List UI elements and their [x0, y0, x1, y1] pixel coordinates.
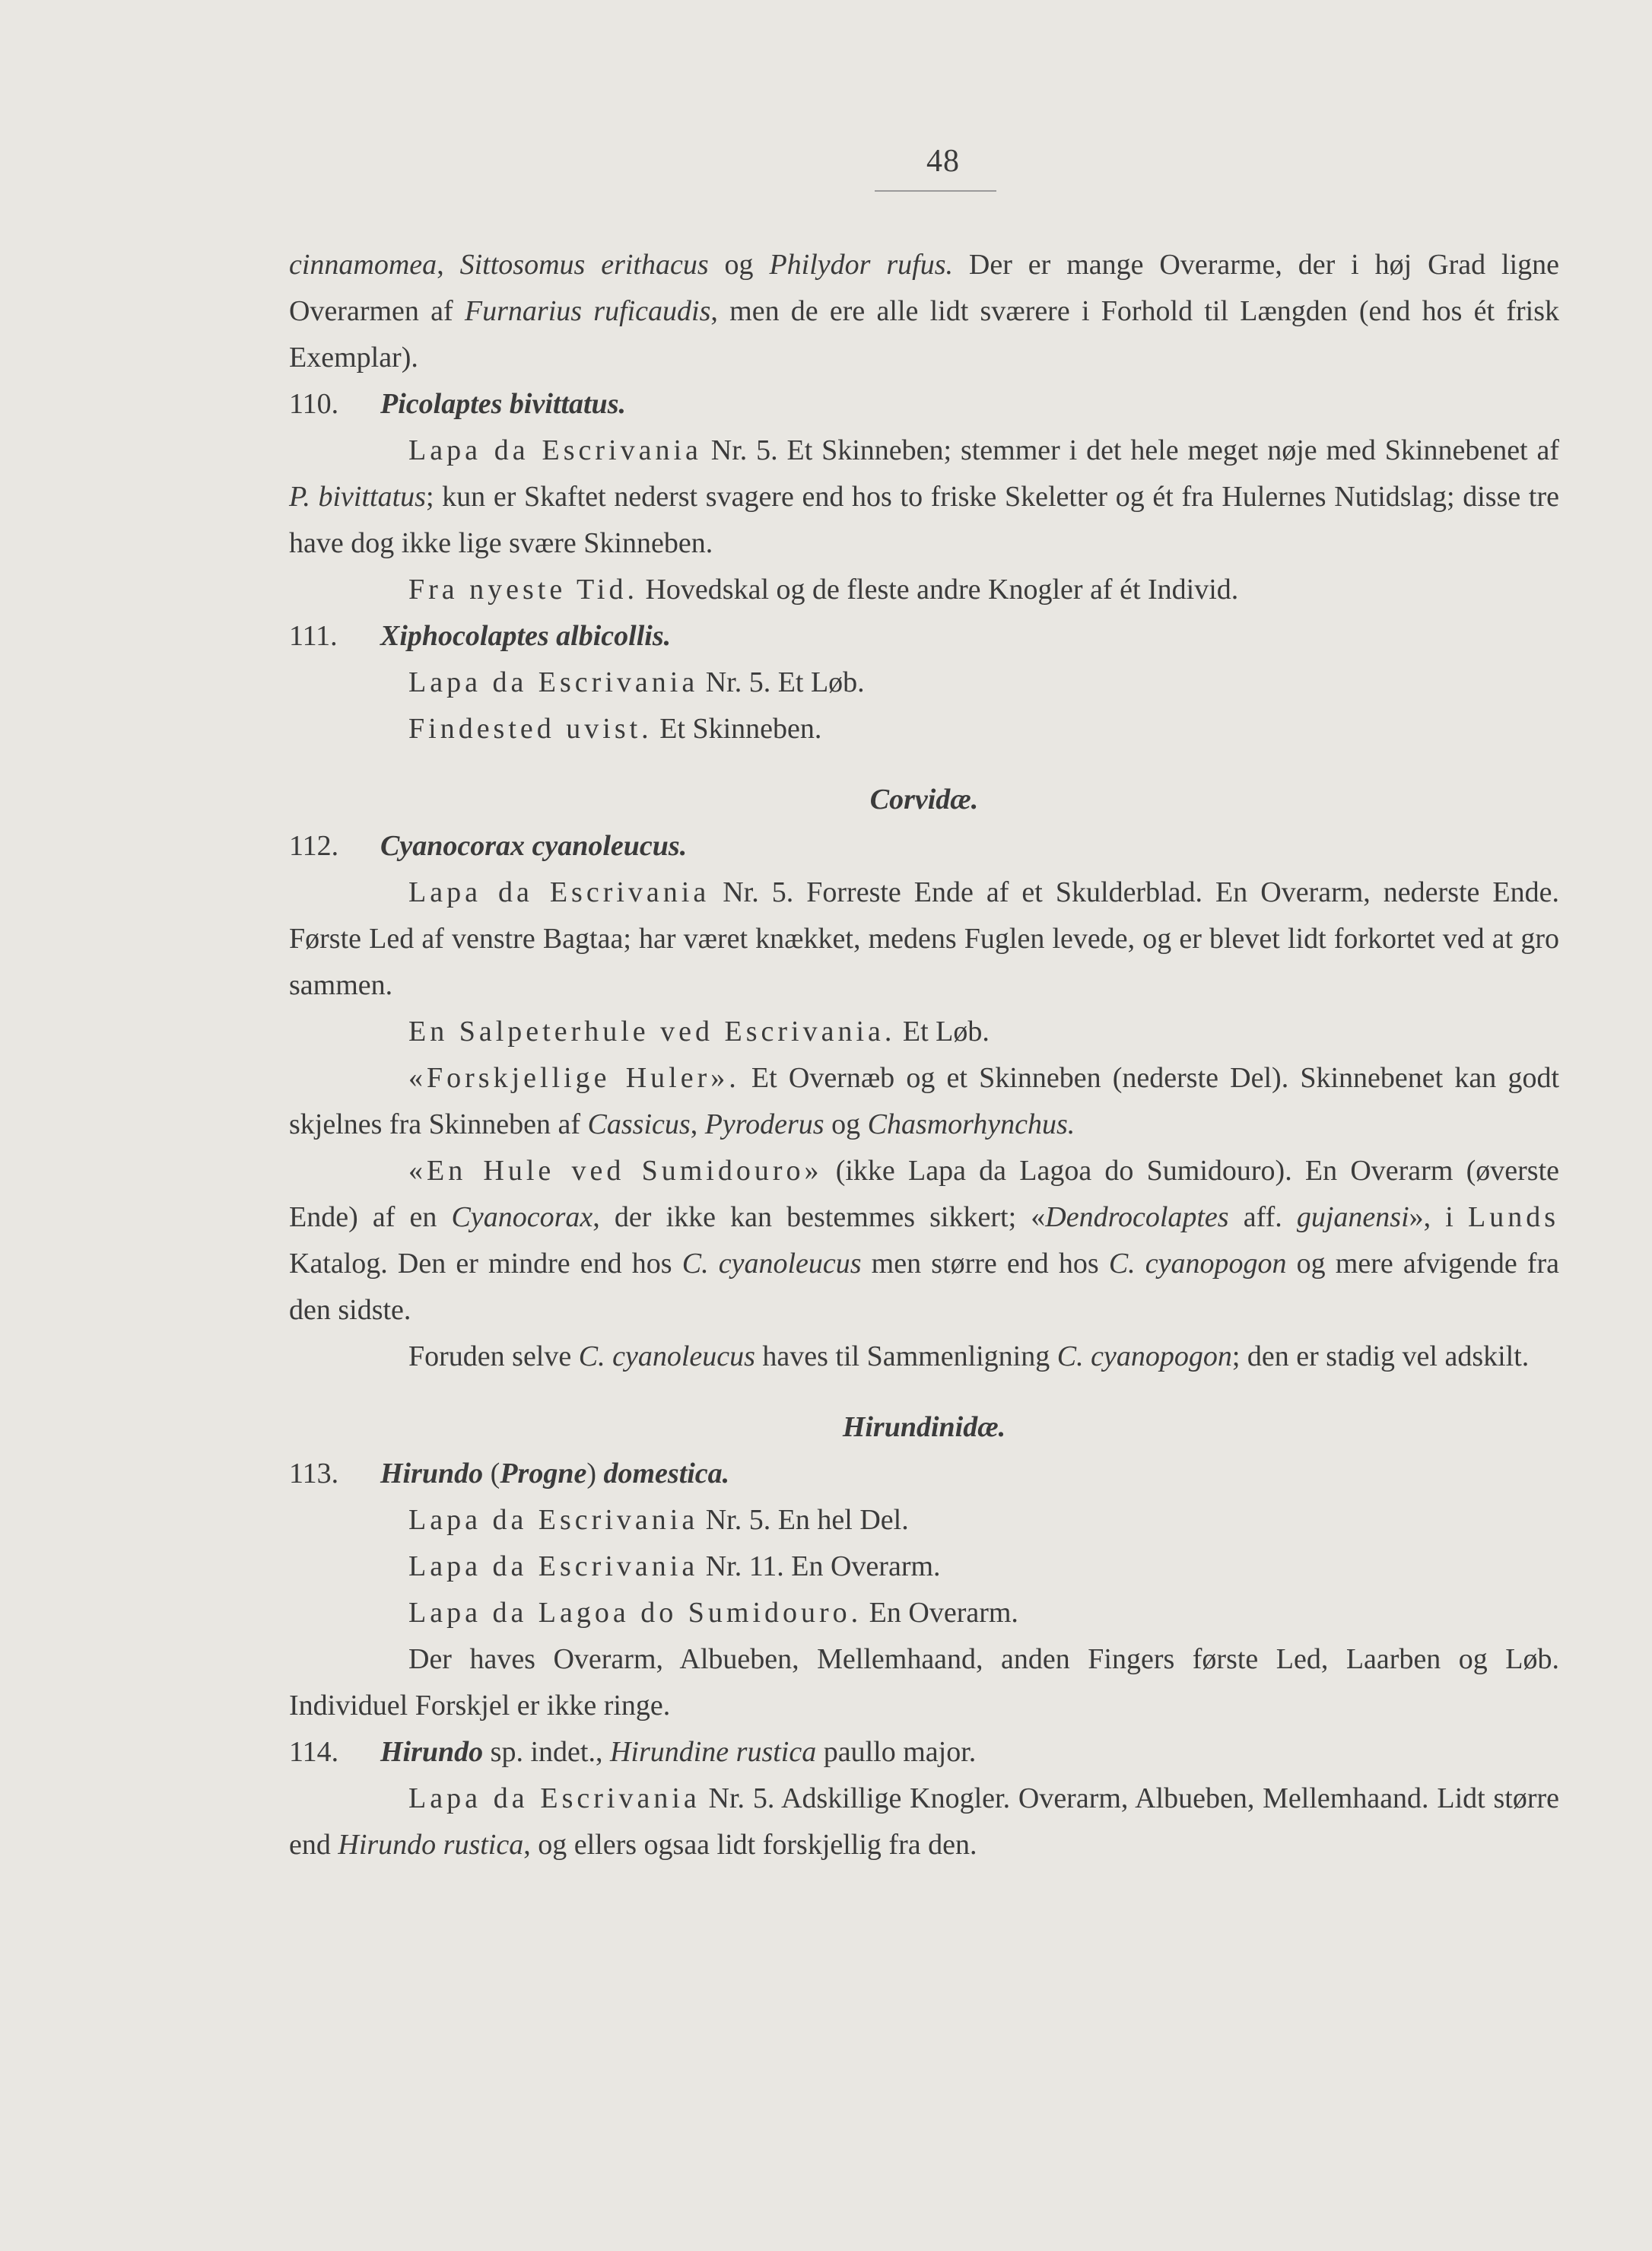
entry-111-b: Findested uvist. Et Skinneben. — [408, 713, 822, 745]
entry-113-c: Lapa da Lagoa do Sumidouro. En Overarm. — [408, 1597, 1018, 1629]
entry-112-b: En Salpeterhule ved Escrivania. Et Løb. — [408, 1016, 990, 1048]
entry-112-c: «Forskjellige Huler». Et Overnæb og et Skinneben (nederste Del). Skinnebenet kan godt skjelnes fra Skinneben af Cassicus, Pyroderus og Chasmorhynchus. — [289, 1062, 1559, 1140]
paragraph-continuation: cinnamomea, Sittosomus erithacus og Philydor rufus. Der er mange Overarme, der i høj Grad ligne Overarmen af Furnarius ruficaudis, men de ere alle lidt sværere i Forhold til Længden (end hos ét frisk Exemplar). — [289, 249, 1559, 374]
family-heading-corvidae: Corvidæ. — [869, 784, 979, 816]
entry-112-a: Lapa da Escrivania Nr. 5. Forreste Ende af et Skulderblad. En Overarm, nederste Ende. Første Led af venstre Bagtaa; har været knækket, medens Fuglen levede, og er blevet lidt forkortet ved at gro sammen. — [289, 876, 1559, 1001]
species-heading-113: 113. Hirundo (Progne) domestica. — [289, 1458, 730, 1490]
page-number: 48 — [926, 144, 960, 179]
entry-113-d: Der haves Overarm, Albueben, Mellemhaand, anden Fingers første Led, Laarben og Løb. Individuel Forskjel er ikke ringe. — [289, 1643, 1559, 1722]
species-heading-111: 111. Xiphocolaptes albicollis. — [289, 620, 672, 652]
entry-112-e: Foruden selve C. cyanoleucus haves til Sammenligning C. cyanopogon; den er stadig vel adskilt. — [408, 1340, 1530, 1372]
species-heading-110: 110. Picolaptes bivittatus. — [289, 388, 626, 420]
entry-113-a: Lapa da Escrivania Nr. 5. En hel Del. — [408, 1504, 909, 1536]
family-heading-hirundinidae: Hirundinidæ. — [842, 1411, 1006, 1443]
species-heading-114: 114. Hirundo sp. indet., Hirundine rustica paullo major. — [289, 1736, 977, 1768]
species-heading-112: 112. Cyanocorax cyanoleucus. — [289, 830, 688, 862]
page-number-rule — [875, 190, 996, 192]
entry-114-a: Lapa da Escrivania Nr. 5. Adskillige Knogler. Overarm, Albueben, Mellemhaand. Lidt større end Hirundo rustica, og ellers ogsaa lidt forskjellig fra den. — [289, 1782, 1559, 1861]
body-text — [289, 242, 1559, 1868]
entry-111-a: Lapa da Escrivania Nr. 5. Et Løb. — [408, 666, 865, 698]
entry-113-b: Lapa da Escrivania Nr. 11. En Overarm. — [408, 1550, 941, 1582]
entry-112-d: «En Hule ved Sumidouro» (ikke Lapa da Lagoa do Sumidouro). En Overarm (øverste Ende) af en Cyanocorax, der ikke kan bestemmes sikkert; «Dendrocolaptes aff. gujanensi», i Lunds Katalog. Den er mindre end hos C. cyanoleucus men større end hos C. cyanopogon og mere afvigende fra den sidste. — [289, 1155, 1560, 1326]
entry-110-b: Fra nyeste Tid. Hovedskal og de fleste andre Knogler af ét Individ. — [408, 574, 1239, 606]
entry-110-a: Lapa da Escrivania Nr. 5. Et Skinneben; stemmer i det hele meget nøje med Skinnebenet af P. bivittatus; kun er Skaftet nederst svagere end hos to friske Skeletter og ét fra Hulernes Nutidslag; disse tre have dog ikke lige svære Skinneben. — [289, 434, 1559, 559]
